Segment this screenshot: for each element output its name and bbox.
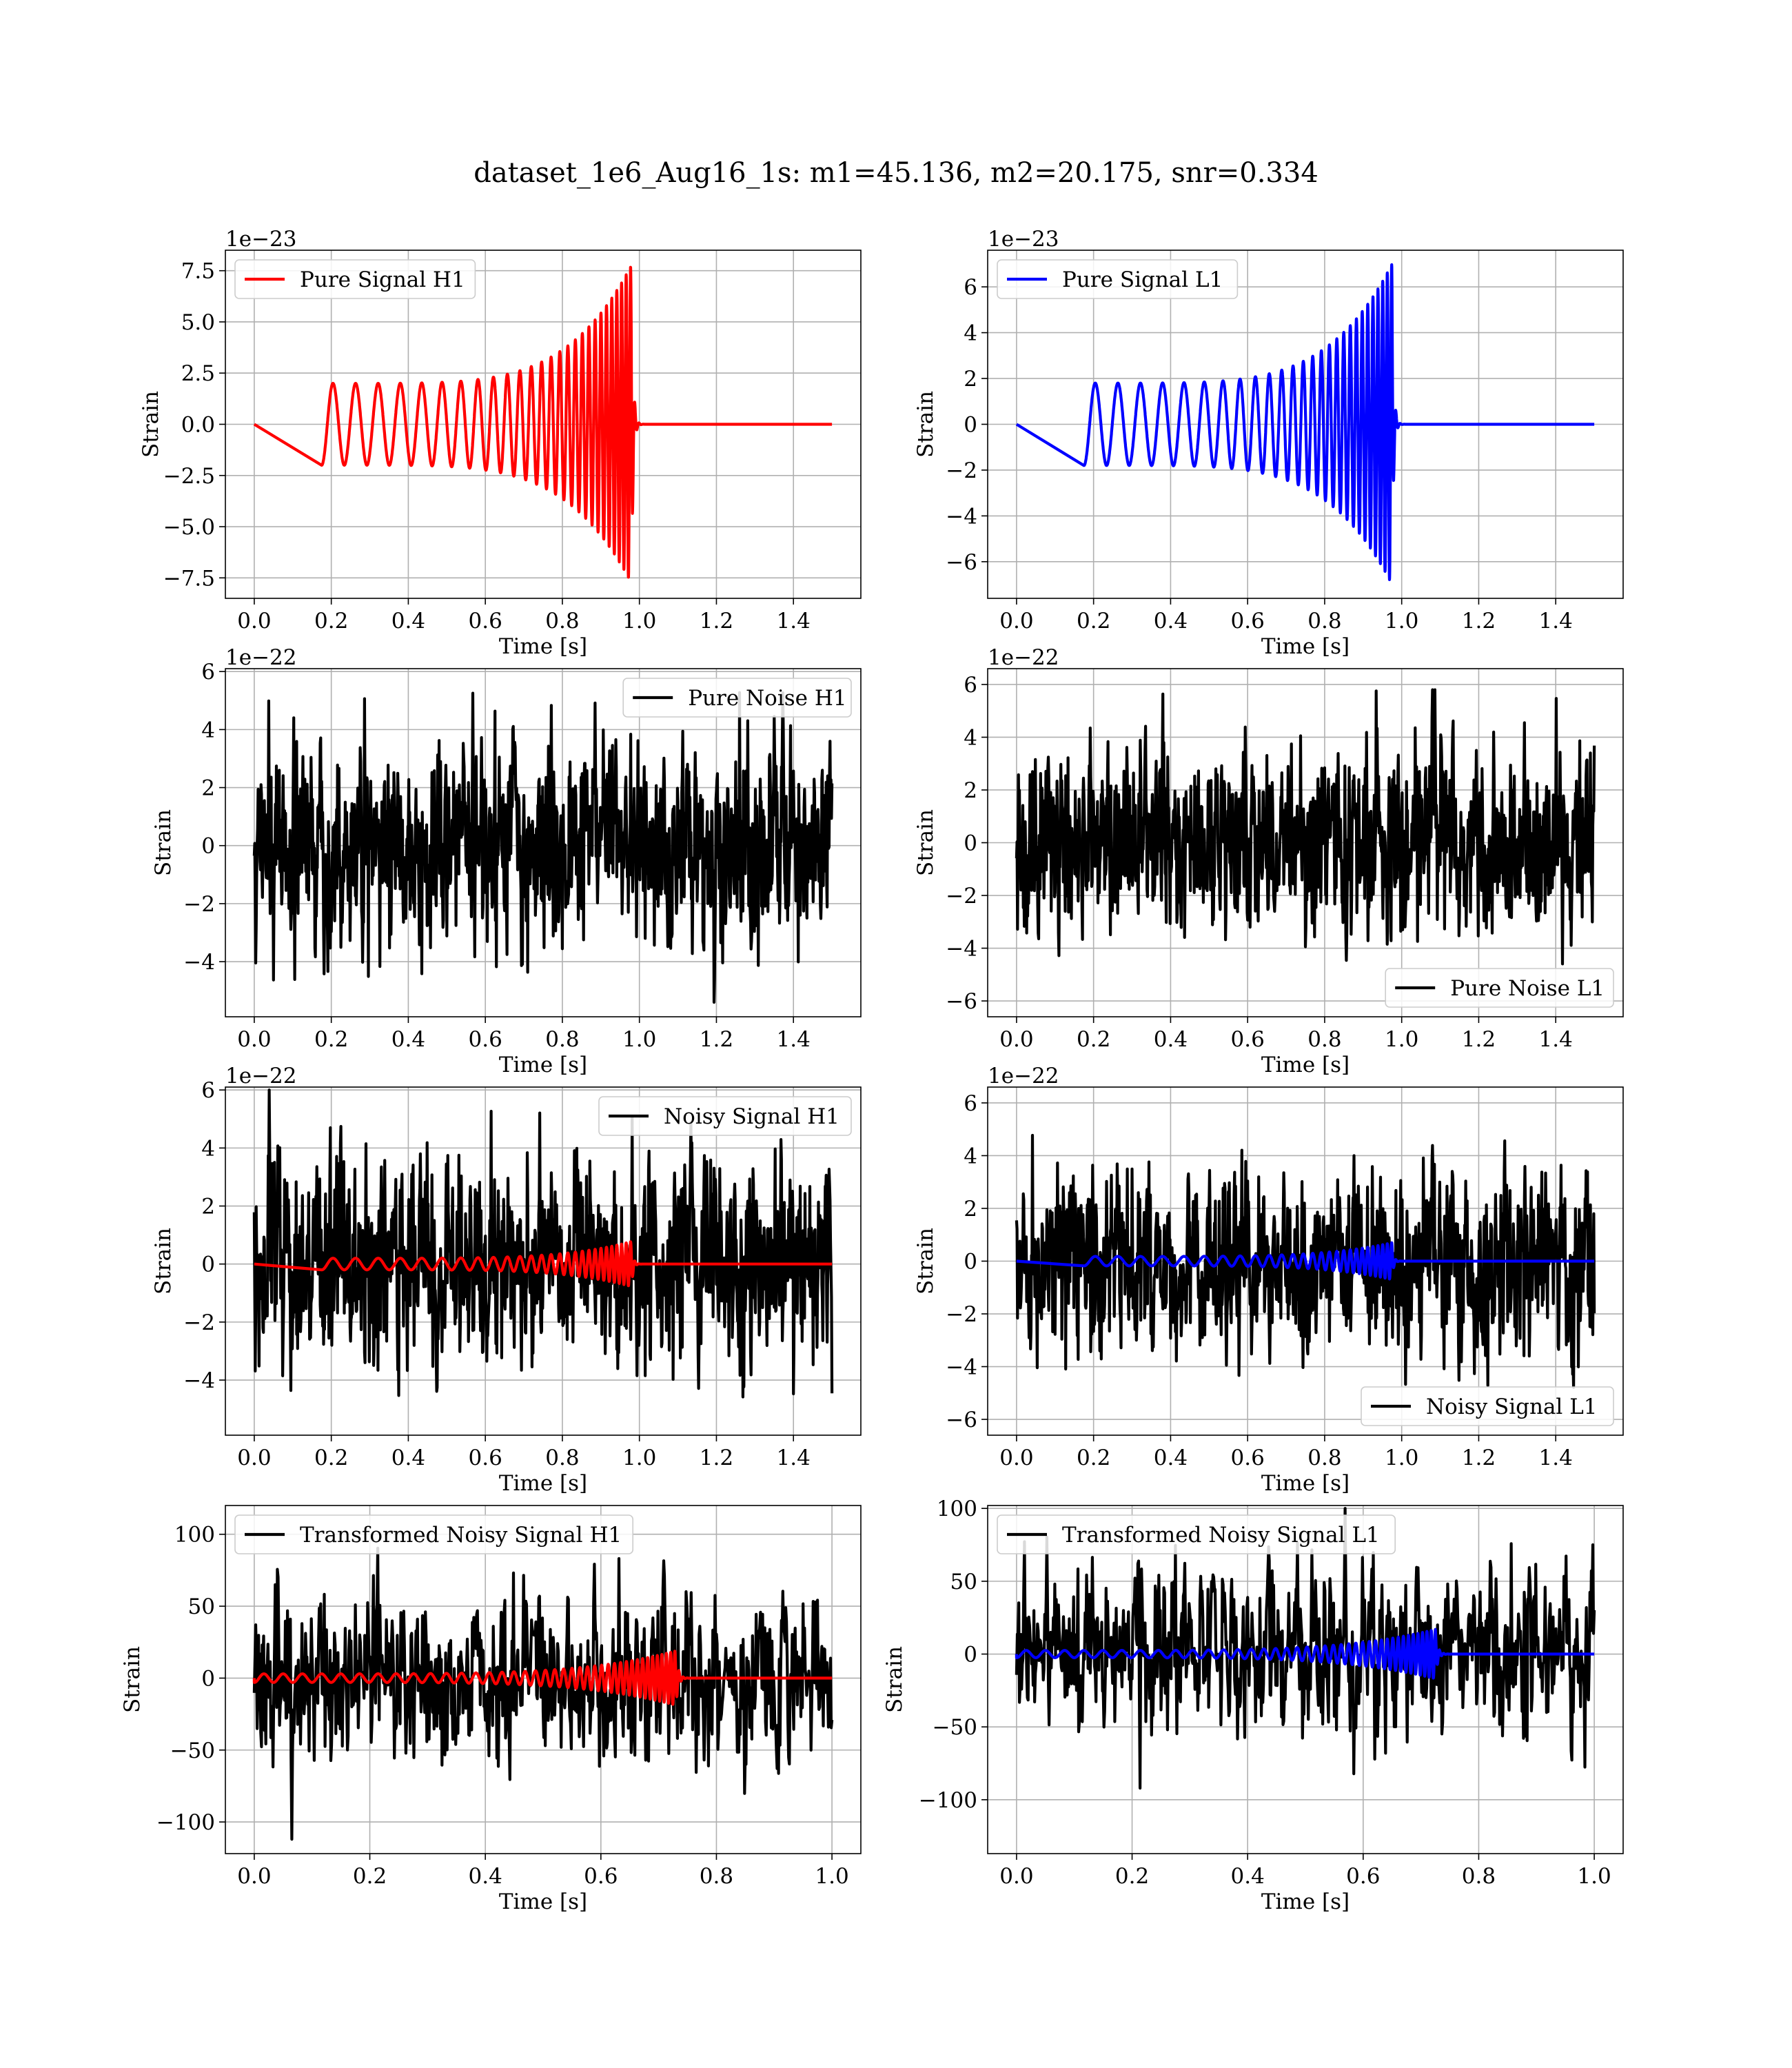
y-tick-label: 0: [201, 833, 215, 859]
y-axis-label: Strain: [151, 809, 176, 876]
x-tick-label: 0.6: [584, 1864, 618, 1889]
y-tick-label: 0: [964, 1249, 977, 1275]
y-tick-label: 0.0: [181, 412, 215, 438]
legend: [1385, 969, 1613, 1007]
y-tick-label: −100: [918, 1787, 977, 1813]
y-tick-label: 4: [964, 321, 977, 346]
y-tick-label: 2: [964, 778, 977, 803]
x-tick-label: 0.6: [468, 1446, 502, 1470]
x-tick-label: 1.4: [776, 609, 811, 633]
x-tick-label: 1.2: [1461, 609, 1496, 633]
x-tick-label: 0.2: [1077, 1446, 1111, 1470]
x-tick-label: 0.0: [237, 609, 272, 633]
x-tick-label: 0.6: [1230, 609, 1265, 633]
y-tick-label: 4: [964, 1144, 977, 1169]
x-tick-label: 1.2: [699, 609, 734, 633]
offset-text: 1e−22: [988, 645, 1059, 670]
y-tick-label: 100: [936, 1497, 977, 1522]
x-tick-label: 0.2: [314, 1446, 349, 1470]
x-tick-label: 0.8: [1307, 1027, 1342, 1052]
y-tick-label: 6: [964, 275, 977, 301]
x-tick-label: 0.0: [999, 1864, 1034, 1889]
offset-text: 1e−23: [225, 227, 297, 252]
x-tick-label: 0.8: [1307, 1446, 1342, 1470]
y-tick-label: 0: [201, 1252, 215, 1277]
x-tick-label: 0.8: [545, 1027, 580, 1052]
y-tick-label: 50: [187, 1594, 215, 1620]
x-tick-label: 0.0: [999, 1027, 1034, 1052]
x-tick-label: 0.2: [1114, 1864, 1150, 1889]
panel-noisy-signal-h1: [151, 1064, 861, 1496]
x-tick-label: 0.2: [1077, 609, 1111, 633]
y-tick-label: −7.5: [163, 566, 215, 591]
series-line: [254, 1548, 832, 1839]
y-tick-label: −2: [183, 1310, 215, 1335]
y-axis-label: Strain: [913, 809, 938, 876]
y-tick-label: 50: [950, 1569, 977, 1594]
x-tick-label: 1.0: [622, 609, 657, 633]
x-tick-label: 0.6: [1346, 1864, 1381, 1889]
x-tick-label: 0.4: [391, 609, 426, 633]
x-tick-label: 1.4: [776, 1027, 811, 1052]
y-tick-label: 4: [201, 1136, 215, 1162]
legend-label: Pure Noise L1: [1450, 976, 1605, 1001]
x-tick-label: 0.8: [545, 609, 580, 633]
y-tick-label: −50: [932, 1715, 977, 1741]
x-tick-label: 0.4: [391, 1027, 426, 1052]
y-tick-label: 6: [201, 660, 215, 685]
y-tick-label: 6: [201, 1078, 215, 1104]
x-tick-label: 0.0: [999, 609, 1034, 633]
x-axis-label: Time [s]: [498, 1471, 588, 1496]
y-tick-label: −2.5: [163, 463, 215, 489]
x-tick-label: 0.0: [237, 1864, 272, 1889]
x-tick-label: 0.6: [1230, 1027, 1265, 1052]
x-axis-label: Time [s]: [498, 634, 588, 659]
x-tick-label: 1.4: [1538, 1446, 1573, 1470]
legend: [997, 1515, 1395, 1554]
panel-pure-noise-h1: [151, 645, 861, 1077]
x-axis-label: Time [s]: [1261, 634, 1350, 659]
y-tick-label: −2: [946, 1302, 977, 1328]
x-tick-label: 0.8: [545, 1446, 580, 1470]
x-tick-label: 0.0: [237, 1027, 272, 1052]
legend: [235, 1515, 633, 1554]
panel-pure-signal-h1: [139, 227, 861, 659]
legend-label: Pure Signal H1: [300, 267, 465, 292]
y-tick-label: 4: [964, 725, 977, 751]
x-tick-label: 1.0: [1385, 609, 1419, 633]
x-tick-label: 0.8: [1461, 1864, 1496, 1889]
y-tick-label: 100: [174, 1522, 215, 1548]
y-tick-label: −4: [946, 936, 977, 962]
legend-label: Pure Signal L1: [1062, 267, 1223, 292]
x-tick-label: 1.4: [1538, 1027, 1573, 1052]
offset-text: 1e−23: [988, 227, 1059, 252]
panel-pure-noise-l1: [913, 645, 1623, 1077]
y-tick-label: −2: [946, 458, 977, 483]
x-tick-label: 0.2: [352, 1864, 387, 1889]
x-tick-label: 0.0: [237, 1446, 272, 1470]
offset-text: 1e−22: [225, 645, 297, 670]
y-tick-label: −2: [183, 891, 215, 917]
y-tick-label: 0: [964, 831, 977, 856]
x-tick-label: 1.0: [1385, 1446, 1419, 1470]
y-tick-label: 0: [964, 1642, 977, 1667]
panel-pure-signal-l1: [913, 227, 1623, 659]
x-tick-label: 0.8: [699, 1864, 734, 1889]
y-tick-label: 2: [201, 776, 215, 801]
x-axis-label: Time [s]: [1261, 1053, 1350, 1077]
legend: [623, 678, 851, 717]
y-axis-label: Strain: [139, 391, 163, 458]
y-tick-label: 4: [201, 718, 215, 743]
offset-text: 1e−22: [988, 1064, 1059, 1088]
y-tick-label: −4: [946, 504, 977, 529]
x-axis-label: Time [s]: [498, 1889, 588, 1914]
y-tick-label: 2: [964, 367, 977, 392]
x-axis-label: Time [s]: [498, 1053, 588, 1077]
series-line: [254, 693, 832, 1002]
legend: [599, 1097, 851, 1135]
legend: [1361, 1387, 1613, 1426]
y-tick-label: 2.5: [181, 361, 215, 387]
offset-text: 1e−22: [225, 1064, 297, 1088]
panel-noisy-signal-l1: [913, 1064, 1623, 1496]
x-tick-label: 0.4: [391, 1446, 426, 1470]
legend-label: Transformed Noisy Signal H1: [300, 1523, 622, 1548]
panel-transformed-noisy-signal-h1: [120, 1506, 861, 1914]
x-tick-label: 1.0: [622, 1446, 657, 1470]
x-tick-label: 0.6: [468, 1027, 502, 1052]
y-tick-label: −50: [170, 1738, 215, 1763]
series-line: [1017, 265, 1594, 580]
y-tick-label: −6: [946, 989, 977, 1015]
y-tick-label: −100: [156, 1810, 215, 1836]
x-tick-label: 0.6: [468, 609, 502, 633]
y-tick-label: 2: [201, 1194, 215, 1219]
y-tick-label: 0: [964, 412, 977, 438]
y-tick-label: −2: [946, 884, 977, 909]
x-tick-label: 1.2: [1461, 1446, 1496, 1470]
x-tick-label: 0.8: [1307, 609, 1342, 633]
x-tick-label: 0.0: [999, 1446, 1034, 1470]
series-line: [254, 267, 832, 578]
x-tick-label: 1.0: [1385, 1027, 1419, 1052]
y-tick-label: −4: [183, 1368, 215, 1394]
y-axis-label: Strain: [120, 1646, 145, 1713]
series-line: [1017, 690, 1594, 964]
y-tick-label: −5.0: [163, 515, 215, 540]
y-tick-label: 6: [964, 1091, 977, 1116]
x-tick-label: 1.0: [1577, 1864, 1611, 1889]
x-tick-label: 0.4: [1230, 1864, 1265, 1889]
x-tick-label: 0.2: [314, 609, 349, 633]
legend: [235, 260, 475, 298]
x-tick-label: 0.2: [314, 1027, 349, 1052]
x-tick-label: 1.0: [815, 1864, 849, 1889]
x-tick-label: 0.4: [468, 1864, 502, 1889]
x-tick-label: 1.0: [622, 1027, 657, 1052]
y-tick-label: −6: [946, 1408, 977, 1433]
x-tick-label: 1.4: [1538, 609, 1573, 633]
y-tick-label: 0: [201, 1666, 215, 1692]
y-tick-label: −4: [946, 1355, 977, 1380]
x-tick-label: 0.4: [1153, 1446, 1188, 1470]
x-tick-label: 1.2: [699, 1446, 734, 1470]
panel-transformed-noisy-signal-l1: [882, 1497, 1623, 1914]
legend-label: Transformed Noisy Signal L1: [1062, 1523, 1380, 1548]
y-tick-label: 5.0: [181, 310, 215, 335]
x-tick-label: 0.4: [1153, 609, 1188, 633]
x-tick-label: 1.4: [776, 1446, 811, 1470]
y-tick-label: 6: [964, 672, 977, 698]
legend-label: Pure Noise H1: [688, 686, 847, 711]
legend: [997, 260, 1237, 298]
figure-title: dataset_1e6_Aug16_1s: m1=45.136, m2=20.175, snr=0.334: [474, 157, 1318, 189]
y-tick-label: −4: [183, 950, 215, 975]
y-tick-label: −6: [946, 549, 977, 575]
y-tick-label: 7.5: [181, 258, 215, 284]
y-axis-label: Strain: [913, 1228, 938, 1295]
y-axis-label: Strain: [151, 1228, 176, 1295]
legend-label: Noisy Signal H1: [664, 1104, 839, 1129]
y-axis-label: Strain: [913, 391, 938, 458]
x-axis-label: Time [s]: [1261, 1471, 1350, 1496]
series-line: [254, 1090, 832, 1397]
x-tick-label: 1.2: [699, 1027, 734, 1052]
y-axis-label: Strain: [882, 1646, 907, 1713]
x-tick-label: 1.2: [1461, 1027, 1496, 1052]
y-tick-label: 2: [964, 1196, 977, 1221]
x-tick-label: 0.2: [1077, 1027, 1111, 1052]
x-tick-label: 0.4: [1153, 1027, 1188, 1052]
x-tick-label: 0.6: [1230, 1446, 1265, 1470]
legend-label: Noisy Signal L1: [1426, 1395, 1598, 1419]
x-axis-label: Time [s]: [1261, 1889, 1350, 1914]
